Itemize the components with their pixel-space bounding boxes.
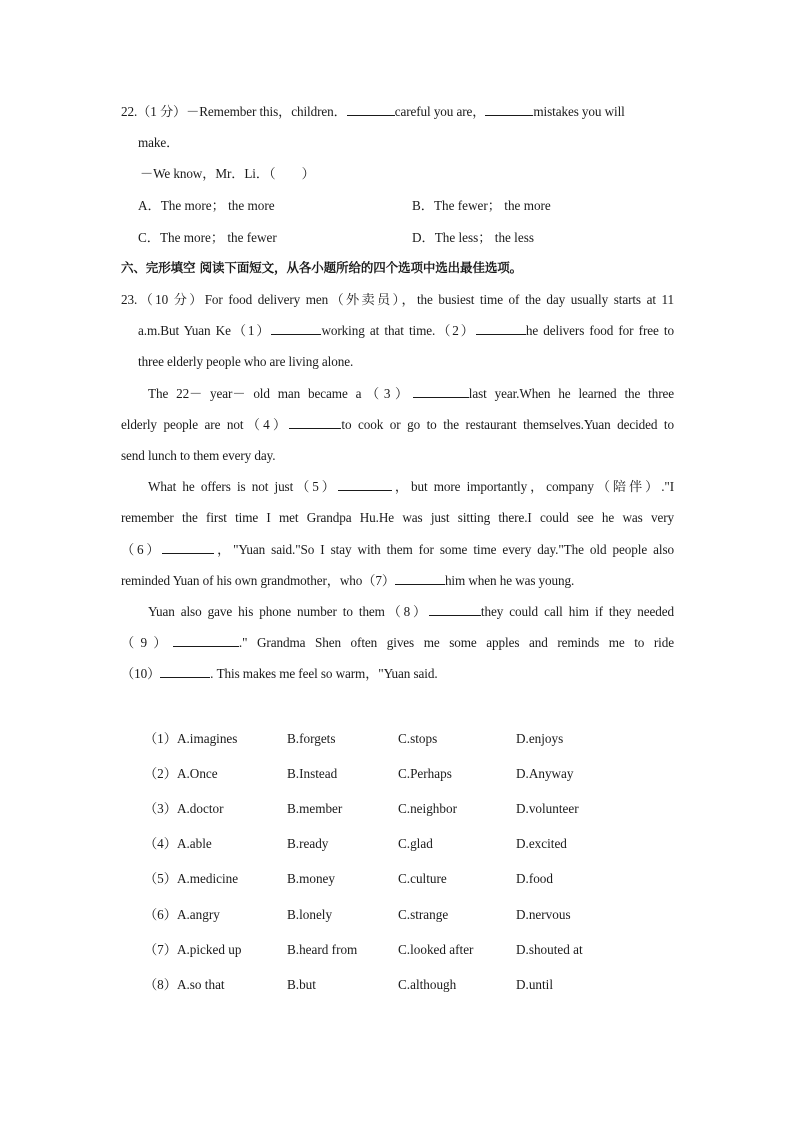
choice-row-3-c[interactable]: C.neighbor	[398, 801, 457, 816]
choice-row-6-b[interactable]: B.lonely	[287, 907, 333, 922]
q23-line1: 23.（10 分）For food delivery men（外卖员），the busiest time of the day usually starts at 11	[121, 292, 674, 307]
choice-row-6-a[interactable]: （6）A.angry	[144, 907, 220, 922]
choice-row-7-d[interactable]: D.shouted at	[516, 942, 583, 957]
q23-line11	[148, 603, 674, 621]
choice-row-3-d[interactable]: D.volunteer	[516, 801, 579, 816]
choice-row-2-a[interactable]: （2）A.Once	[144, 766, 218, 781]
choice-row-5-c[interactable]: C.culture	[398, 871, 447, 886]
choice-row-2-c[interactable]: C.Perhaps	[398, 766, 452, 781]
q23-line12	[121, 634, 674, 652]
q23-blank-7[interactable]	[395, 572, 445, 585]
q23-line2	[138, 322, 674, 340]
q23-line3: three elderly people who are living alone.	[138, 354, 354, 369]
choice-row-7-c[interactable]: C.looked after	[398, 942, 474, 957]
q23-line7	[148, 478, 674, 496]
q23-blank-2[interactable]	[476, 322, 526, 335]
q23-text: last year.When he learned the three	[468, 386, 674, 401]
q23-line5	[121, 416, 674, 434]
q23-text: to cook or go to the restaurant themselves.Yuan decided to	[341, 417, 674, 432]
q22-line3: －We know，Mr．Li．（ ）	[140, 166, 315, 181]
q23-text: they could call him if they needed	[480, 604, 674, 619]
q23-blank-8[interactable]	[429, 603, 481, 616]
choice-row-3-a[interactable]: （3）A.doctor	[144, 801, 224, 816]
q23-line10	[121, 572, 574, 590]
choice-row-7-a[interactable]: （7）A.picked up	[144, 942, 242, 957]
q23-text: （6）	[121, 542, 163, 557]
choice-row-2-d[interactable]: D.Anyway	[516, 766, 574, 781]
q22-option-b[interactable]: B．The fewer； the more	[412, 198, 551, 213]
choice-row-5-d[interactable]: D.food	[516, 871, 553, 886]
q23-blank-3[interactable]	[413, 385, 469, 398]
choice-row-8-a[interactable]: （8）A.so that	[144, 977, 225, 992]
choice-row-1-d[interactable]: D.enjoys	[516, 731, 564, 746]
q23-text: him when he was young.	[444, 573, 575, 588]
choice-row-8-d[interactable]: D.until	[516, 977, 553, 992]
q22-blank-2[interactable]	[485, 103, 533, 116]
choice-row-7-b[interactable]: B.heard from	[287, 942, 358, 957]
q23-text: What he offers is not just（5）	[148, 479, 338, 494]
choice-row-8-b[interactable]: B.but	[287, 977, 316, 992]
q23-blank-1[interactable]	[271, 322, 321, 335]
q23-text: ，but more importantly，company（陪伴）."I	[391, 479, 674, 494]
q22-line1	[121, 103, 625, 121]
q23-text: The 22－ year－ old man became a（3）	[148, 386, 413, 401]
q23-text: he delivers food for free to	[525, 323, 674, 338]
choice-row-5-b[interactable]: B.money	[287, 871, 335, 886]
q23-text: ，"Yuan said."So I stay with them for some time every day."The old people also	[214, 542, 674, 557]
q23-text: Yuan also gave his phone number to them（8）	[148, 604, 429, 619]
q23-blank-5[interactable]	[338, 478, 392, 491]
choice-row-1-c[interactable]: C.stops	[398, 731, 438, 746]
choice-row-8-c[interactable]: C.although	[398, 977, 457, 992]
q23-line8: remember the first time I met Grandpa Hu.He was just sitting there.I could see he was very	[121, 510, 674, 525]
q23-text: . This makes me feel so warm，"Yuan said.	[210, 666, 438, 681]
choice-row-4-c[interactable]: C.glad	[398, 836, 433, 851]
q23-line6: send lunch to them every day.	[121, 448, 276, 463]
q23-text: elderly people are not（4）	[121, 417, 290, 432]
choice-row-4-d[interactable]: D.excited	[516, 836, 567, 851]
choice-row-5-a[interactable]: （5）A.medicine	[144, 871, 239, 886]
q22-option-a[interactable]: A．The more； the more	[138, 198, 275, 213]
q23-line9	[121, 541, 674, 559]
q23-text: ." Grandma Shen often gives me some apples and reminds me to ride	[238, 635, 674, 650]
q23-text: a.m.But Yuan Ke（1）	[138, 323, 272, 338]
q23-blank-4[interactable]	[289, 416, 341, 429]
q23-blank-9[interactable]	[173, 634, 239, 647]
q23-text: （9）	[121, 635, 173, 650]
choice-row-4-b[interactable]: B.ready	[287, 836, 329, 851]
q22-stem-suffix: mistakes you will	[533, 104, 625, 119]
choice-row-1-b[interactable]: B.forgets	[287, 731, 336, 746]
q22-blank-1[interactable]	[347, 103, 395, 116]
q23-blank-6[interactable]	[162, 541, 214, 554]
q22-option-d[interactable]: D．The less； the less	[412, 230, 534, 245]
q22-stem-mid: careful you are，	[394, 104, 486, 119]
q22-option-c[interactable]: C．The more； the fewer	[138, 230, 277, 245]
q23-text: （10）	[121, 666, 161, 681]
q23-text: working at that time.（2）	[321, 323, 476, 338]
choice-row-3-b[interactable]: B.member	[287, 801, 343, 816]
choice-row-2-b[interactable]: B.Instead	[287, 766, 338, 781]
choice-row-1-a[interactable]: （1）A.imagines	[144, 731, 238, 746]
q22-stem-prefix: 22.（1 分）－Remember this，children．	[121, 104, 347, 119]
q23-line13	[121, 665, 438, 683]
q23-text: reminded Yuan of his own grandmother，who（7）	[121, 573, 395, 588]
choice-row-6-c[interactable]: C.strange	[398, 907, 449, 922]
choice-row-4-a[interactable]: （4）A.able	[144, 836, 212, 851]
q23-blank-10[interactable]	[160, 665, 210, 678]
choice-row-6-d[interactable]: D.nervous	[516, 907, 571, 922]
q22-line2: make．	[138, 135, 180, 150]
q23-line4	[148, 385, 674, 403]
section6-heading: 六、完形填空 阅读下面短文，从各小题所给的四个选项中选出最佳选项。	[121, 260, 523, 275]
